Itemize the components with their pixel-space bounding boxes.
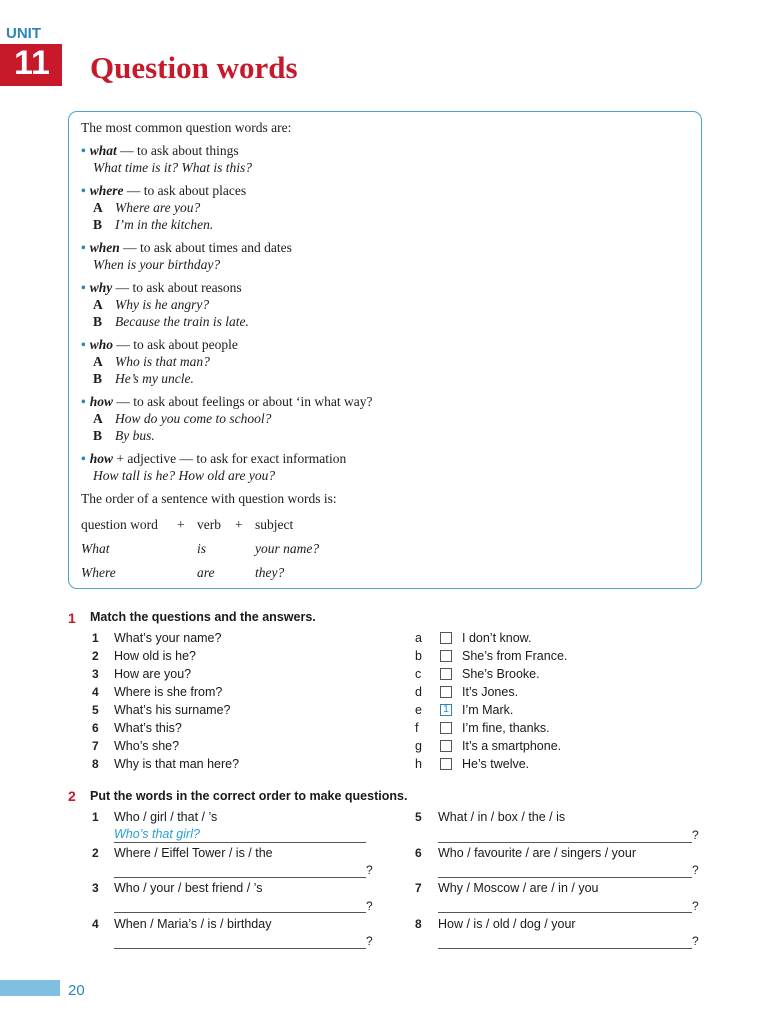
word-prompt: Who / your / best friend / ’s bbox=[114, 881, 263, 895]
question-item: Who’s she? bbox=[114, 739, 180, 753]
answer-checkbox[interactable] bbox=[440, 758, 452, 770]
answer-item: It’s Jones. bbox=[462, 685, 519, 699]
bullet-icon: • bbox=[81, 240, 86, 255]
grammar-item-when: • when — to ask about times and dates When is your birthday? bbox=[81, 239, 681, 273]
order-header: question word + verb + subject bbox=[81, 517, 294, 532]
exercise-1-instruction: Match the questions and the answers. bbox=[90, 610, 316, 624]
grammar-example: A Why is he angry? bbox=[93, 297, 210, 312]
answer-checkbox[interactable] bbox=[440, 632, 452, 644]
answer-item: I’m Mark. bbox=[462, 703, 514, 717]
word-prompt: Where / Eiffel Tower / is / the bbox=[114, 846, 273, 860]
bullet-icon: • bbox=[81, 143, 86, 158]
grammar-example: A How do you come to school? bbox=[93, 411, 272, 426]
grammar-example: B By bus. bbox=[93, 428, 155, 443]
answer-checkbox[interactable] bbox=[440, 686, 452, 698]
answer-checkbox[interactable] bbox=[440, 650, 452, 662]
bullet-icon: • bbox=[81, 451, 86, 466]
question-item: Why is that man here? bbox=[114, 757, 240, 771]
grammar-item-where: • where — to ask about places A Where are you? B I’m in the kitchen. bbox=[81, 182, 681, 233]
answer-line[interactable] bbox=[438, 842, 692, 843]
grammar-example: What time is it? What is this? bbox=[93, 160, 253, 175]
example-answer: Who’s that girl? bbox=[114, 827, 200, 841]
grammar-example: B I’m in the kitchen. bbox=[93, 217, 214, 232]
grammar-item-who: • who — to ask about people A Who is that man? B He’s my uncle. bbox=[81, 336, 681, 387]
grammar-example: When is your birthday? bbox=[93, 257, 221, 272]
bullet-icon: • bbox=[81, 394, 86, 409]
answer-line[interactable] bbox=[438, 877, 692, 878]
unit-label: UNIT bbox=[6, 25, 41, 42]
footer-bar bbox=[0, 980, 60, 996]
answer-checkbox[interactable] bbox=[440, 740, 452, 752]
grammar-item-how: • how — to ask about feelings or about ‘in what way? A How do you come to school? B By bus. bbox=[81, 393, 681, 444]
answer-item: She’s Brooke. bbox=[462, 667, 540, 681]
question-item: How old is he? bbox=[114, 649, 196, 663]
grammar-intro: The most common question words are: bbox=[81, 120, 292, 135]
order-intro: The order of a sentence with question words is: bbox=[81, 491, 337, 506]
question-item: Where is she from? bbox=[114, 685, 223, 699]
question-item: What’s his surname? bbox=[114, 703, 231, 717]
grammar-example: A Who is that man? bbox=[93, 354, 210, 369]
word-prompt: When / Maria’s / is / birthday bbox=[114, 917, 272, 931]
question-item: What’s this? bbox=[114, 721, 182, 735]
answer-item: He’s twelve. bbox=[462, 757, 530, 771]
question-item: What’s your name? bbox=[114, 631, 222, 645]
bullet-icon: • bbox=[81, 183, 86, 198]
bullet-icon: • bbox=[81, 280, 86, 295]
grammar-example: How tall is he? How old are you? bbox=[93, 468, 276, 483]
grammar-item-what: • what — to ask about things What time is it? What is this? bbox=[81, 142, 681, 176]
grammar-example: B He’s my uncle. bbox=[93, 371, 194, 386]
answer-item: It’s a smartphone. bbox=[462, 739, 562, 753]
word-prompt: Who / favourite / are / singers / your bbox=[438, 846, 636, 860]
grammar-example: B Because the train is late. bbox=[93, 314, 249, 329]
answer-line[interactable] bbox=[114, 912, 366, 913]
order-row: What is your name? bbox=[81, 541, 320, 556]
bullet-icon: • bbox=[81, 337, 86, 352]
answer-checkbox[interactable] bbox=[440, 668, 452, 680]
grammar-example: A Where are you? bbox=[93, 200, 201, 215]
answer-line[interactable] bbox=[114, 877, 366, 878]
word-prompt: How / is / old / dog / your bbox=[438, 917, 576, 931]
answer-line[interactable] bbox=[438, 948, 692, 949]
answer-checkbox[interactable]: 1 bbox=[440, 704, 452, 716]
unit-number: 11 bbox=[14, 44, 50, 82]
answer-line[interactable] bbox=[114, 948, 366, 949]
page-title: Question words bbox=[90, 50, 298, 85]
exercise-2-instruction: Put the words in the correct order to make questions. bbox=[90, 789, 408, 803]
word-prompt: What / in / box / the / is bbox=[438, 810, 566, 824]
answer-line[interactable] bbox=[438, 912, 692, 913]
answer-line[interactable] bbox=[114, 842, 366, 843]
page-number: 20 bbox=[68, 982, 85, 999]
exercise-1-number: 1 bbox=[68, 610, 76, 626]
grammar-item-why: • why — to ask about reasons A Why is he angry? B Because the train is late. bbox=[81, 279, 681, 330]
word-prompt: Why / Moscow / are / in / you bbox=[438, 881, 599, 895]
grammar-item-how-adjective: • how + adjective — to ask for exact information How tall is he? How old are you? bbox=[81, 450, 681, 484]
answer-item: I’m fine, thanks. bbox=[462, 721, 550, 735]
exercise-2-number: 2 bbox=[68, 788, 76, 804]
word-prompt: Who / girl / that / ’s bbox=[114, 810, 218, 824]
question-item: How are you? bbox=[114, 667, 192, 681]
order-row: Where are they? bbox=[81, 565, 285, 580]
answer-checkbox[interactable] bbox=[440, 722, 452, 734]
unit-label-area bbox=[0, 24, 62, 44]
grammar-box bbox=[68, 111, 702, 589]
answer-item: She’s from France. bbox=[462, 649, 568, 663]
answer-item: I don’t know. bbox=[462, 631, 532, 645]
